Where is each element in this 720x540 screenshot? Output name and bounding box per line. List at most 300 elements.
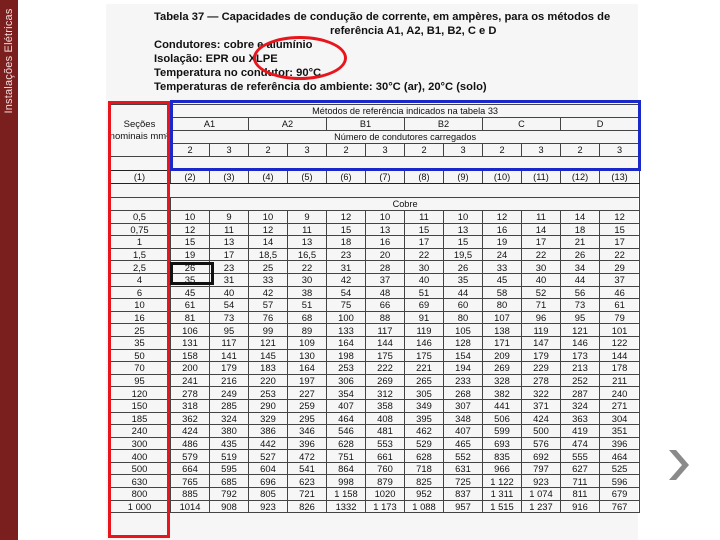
- section-size-cell: 16: [109, 311, 171, 324]
- table-title-text: — Capacidades de condução de corrente, em ampères, para os métodos de: [207, 11, 611, 23]
- capacity-cell: 692: [522, 450, 561, 463]
- capacity-cell: 627: [561, 462, 600, 475]
- table-row: [109, 462, 640, 475]
- section-size-cell: 2,5: [109, 261, 171, 274]
- header-row-conductors: [109, 144, 640, 157]
- capacity-cell: 12: [171, 223, 210, 236]
- conductors-cell: 3: [522, 144, 561, 157]
- method-b1: B1: [327, 118, 405, 131]
- capacity-cell: 18: [561, 223, 600, 236]
- conductors-line: Condutores: cobre e alumínio: [154, 39, 313, 51]
- section-size-cell: 50: [109, 349, 171, 362]
- capacity-cell: 23: [210, 261, 249, 274]
- section-size-cell: 1: [109, 236, 171, 249]
- capacity-cell: 227: [288, 387, 327, 400]
- capacity-cell: 154: [444, 349, 483, 362]
- capacity-cell: 825: [405, 475, 444, 488]
- section-blank: [109, 198, 171, 211]
- section-size-cell: 1,5: [109, 248, 171, 261]
- capacity-cell: 442: [249, 437, 288, 450]
- conductors-cell: 3: [288, 144, 327, 157]
- capacity-cell: 386: [249, 425, 288, 438]
- capacity-cell: 16,5: [288, 248, 327, 261]
- conductors-cell: 2: [405, 144, 444, 157]
- capacity-cell: 105: [444, 324, 483, 337]
- table-row: [109, 248, 640, 261]
- capacity-cell: 908: [210, 500, 249, 513]
- section-size-cell: 70: [109, 362, 171, 375]
- section-size-cell: 150: [109, 399, 171, 412]
- column-number-cell: (3): [210, 171, 249, 184]
- capacity-cell: 241: [171, 374, 210, 387]
- capacity-cell: 30: [405, 261, 444, 274]
- capacity-cell: 117: [366, 324, 405, 337]
- capacity-cell: 259: [288, 399, 327, 412]
- capacity-cell: 18,5: [249, 248, 288, 261]
- capacity-cell: 346: [288, 425, 327, 438]
- capacity-cell: 164: [327, 336, 366, 349]
- table-row: [109, 425, 640, 438]
- capacity-cell: 380: [210, 425, 249, 438]
- section-row: [109, 198, 640, 211]
- capacity-cell: 71: [522, 299, 561, 312]
- sidebar-title: Instalações Elétricas: [3, 8, 15, 114]
- capacity-cell: 685: [210, 475, 249, 488]
- capacity-cell: 23: [327, 248, 366, 261]
- capacity-table: [108, 104, 640, 513]
- column-number-cell: (4): [249, 171, 288, 184]
- capacity-cell: 555: [561, 450, 600, 463]
- capacity-cell: 767: [600, 500, 640, 513]
- capacity-cell: 1 173: [366, 500, 405, 513]
- table-row: [109, 500, 640, 513]
- capacity-cell: 233: [444, 374, 483, 387]
- capacity-cell: 80: [444, 311, 483, 324]
- capacity-cell: 75: [327, 299, 366, 312]
- spacer-row: [109, 157, 640, 171]
- capacity-cell: 1 311: [483, 488, 522, 501]
- capacity-cell: 80: [483, 299, 522, 312]
- section-size-cell: 400: [109, 450, 171, 463]
- capacity-cell: 916: [561, 500, 600, 513]
- capacity-cell: 16: [483, 223, 522, 236]
- section-size-cell: 6: [109, 286, 171, 299]
- capacity-cell: 81: [171, 311, 210, 324]
- capacity-cell: 106: [171, 324, 210, 337]
- capacity-cell: 553: [366, 437, 405, 450]
- capacity-cell: 312: [366, 387, 405, 400]
- column-number-cell: (6): [327, 171, 366, 184]
- capacity-cell: 290: [249, 399, 288, 412]
- capacity-cell: 17: [522, 236, 561, 249]
- capacity-cell: 407: [327, 399, 366, 412]
- capacity-cell: 144: [366, 336, 405, 349]
- capacity-cell: 18: [327, 236, 366, 249]
- spacer-row: [109, 184, 640, 198]
- capacity-cell: 472: [288, 450, 327, 463]
- column-number-cell: (1): [109, 171, 171, 184]
- capacity-cell: 19: [483, 236, 522, 249]
- section-size-cell: 0,75: [109, 223, 171, 236]
- capacity-cell: 146: [405, 336, 444, 349]
- capacity-cell: 147: [522, 336, 561, 349]
- capacity-cell: 213: [561, 362, 600, 375]
- capacity-cell: 696: [249, 475, 288, 488]
- capacity-cell: 923: [249, 500, 288, 513]
- capacity-cell: 229: [522, 362, 561, 375]
- capacity-cell: 198: [327, 349, 366, 362]
- capacity-cell: 35: [171, 273, 210, 286]
- column-number-cell: (13): [600, 171, 640, 184]
- capacity-cell: 95: [561, 311, 600, 324]
- capacity-cell: 306: [327, 374, 366, 387]
- capacity-cell: 28: [366, 261, 405, 274]
- capacity-cell: 363: [561, 412, 600, 425]
- capacity-cell: 179: [210, 362, 249, 375]
- capacity-cell: 26: [171, 261, 210, 274]
- capacity-cell: 25: [249, 261, 288, 274]
- method-a1: A1: [171, 118, 249, 131]
- capacity-cell: 54: [210, 299, 249, 312]
- capacity-cell: 20: [366, 248, 405, 261]
- capacity-cell: 211: [600, 374, 640, 387]
- capacity-cell: 42: [249, 286, 288, 299]
- conductors-cell: 2: [249, 144, 288, 157]
- table-row: [109, 387, 640, 400]
- capacity-cell: 15: [171, 236, 210, 249]
- capacity-cell: 15: [405, 223, 444, 236]
- section-size-cell: 1 000: [109, 500, 171, 513]
- capacity-cell: 45: [171, 286, 210, 299]
- capacity-cell: 285: [210, 399, 249, 412]
- capacity-cell: 1 237: [522, 500, 561, 513]
- spacer-cell: [109, 157, 640, 171]
- capacity-cell: 329: [249, 412, 288, 425]
- capacity-cell: 128: [444, 336, 483, 349]
- capacity-cell: 130: [288, 349, 327, 362]
- conductors-cell: 2: [483, 144, 522, 157]
- capacity-cell: 38: [288, 286, 327, 299]
- capacity-cell: 133: [327, 324, 366, 337]
- capacity-cell: 31: [210, 273, 249, 286]
- capacity-cell: 22: [288, 261, 327, 274]
- capacity-cell: 33: [483, 261, 522, 274]
- capacity-cell: 278: [171, 387, 210, 400]
- capacity-cell: 51: [405, 286, 444, 299]
- header-row-number-label: [109, 131, 640, 144]
- capacity-cell: 31: [327, 261, 366, 274]
- table-row: [109, 399, 640, 412]
- capacity-cell: 164: [288, 362, 327, 375]
- capacity-cell: 17: [600, 236, 640, 249]
- capacity-cell: 17: [405, 236, 444, 249]
- capacity-cell: 885: [171, 488, 210, 501]
- capacity-cell: 628: [327, 437, 366, 450]
- section-size-cell: 0,5: [109, 211, 171, 224]
- capacity-cell: 500: [522, 425, 561, 438]
- capacity-cell: 122: [600, 336, 640, 349]
- capacity-cell: 109: [288, 336, 327, 349]
- capacity-cell: 209: [483, 349, 522, 362]
- capacity-cell: 17: [210, 248, 249, 261]
- conductors-cell: 3: [600, 144, 640, 157]
- column-number-cell: (11): [522, 171, 561, 184]
- insulation-line: Isolação: EPR ou XLPE: [154, 53, 278, 65]
- capacity-cell: 1 122: [483, 475, 522, 488]
- capacity-cell: 278: [522, 374, 561, 387]
- capacity-cell: 13: [444, 223, 483, 236]
- capacity-cell: 61: [600, 299, 640, 312]
- capacity-cell: 51: [288, 299, 327, 312]
- capacity-cell: 40: [522, 273, 561, 286]
- capacity-cell: 171: [483, 336, 522, 349]
- capacity-cell: 179: [522, 349, 561, 362]
- conductors-cell: 2: [171, 144, 210, 157]
- capacity-cell: 269: [366, 374, 405, 387]
- capacity-cell: 138: [483, 324, 522, 337]
- section-size-cell: 185: [109, 412, 171, 425]
- method-d: D: [561, 118, 640, 131]
- capacity-cell: 88: [366, 311, 405, 324]
- capacity-cell: 711: [561, 475, 600, 488]
- capacity-cell: 923: [522, 475, 561, 488]
- capacity-cell: 252: [561, 374, 600, 387]
- table-row: [109, 324, 640, 337]
- capacity-cell: 271: [600, 399, 640, 412]
- capacity-cell: 117: [210, 336, 249, 349]
- table-row: [109, 273, 640, 286]
- capacity-cell: 34: [561, 261, 600, 274]
- section-size-cell: 800: [109, 488, 171, 501]
- capacity-cell: 679: [600, 488, 640, 501]
- capacity-cell: 396: [288, 437, 327, 450]
- capacity-cell: 348: [444, 412, 483, 425]
- capacity-cell: 623: [288, 475, 327, 488]
- capacity-cell: 287: [561, 387, 600, 400]
- capacity-cell: 76: [249, 311, 288, 324]
- header-row-method-names: [109, 118, 640, 131]
- capacity-cell: 200: [171, 362, 210, 375]
- capacity-cell: 464: [327, 412, 366, 425]
- capacity-cell: 631: [444, 462, 483, 475]
- capacity-cell: 371: [522, 399, 561, 412]
- next-arrow-icon[interactable]: [666, 448, 692, 482]
- table-row: [109, 211, 640, 224]
- capacity-cell: 1332: [327, 500, 366, 513]
- capacity-cell: 56: [561, 286, 600, 299]
- capacity-cell: 197: [288, 374, 327, 387]
- capacity-cell: 95: [210, 324, 249, 337]
- capacity-cell: 222: [366, 362, 405, 375]
- capacity-cell: 349: [405, 399, 444, 412]
- table-row: [109, 437, 640, 450]
- capacity-cell: 998: [327, 475, 366, 488]
- capacity-cell: 26: [561, 248, 600, 261]
- column-number-cell: (9): [444, 171, 483, 184]
- capacity-cell: 441: [483, 399, 522, 412]
- capacity-cell: 527: [249, 450, 288, 463]
- capacity-cell: 178: [600, 362, 640, 375]
- capacity-cell: 419: [561, 425, 600, 438]
- capacity-cell: 73: [210, 311, 249, 324]
- capacity-cell: 69: [405, 299, 444, 312]
- table-row: [109, 223, 640, 236]
- capacity-cell: 26: [444, 261, 483, 274]
- capacity-cell: 322: [522, 387, 561, 400]
- table-title-line2: referência A1, A2, B1, B2, C e D: [330, 25, 497, 37]
- capacity-cell: 465: [444, 437, 483, 450]
- capacity-cell: 40: [210, 286, 249, 299]
- capacity-cell: 146: [561, 336, 600, 349]
- capacity-cell: 57: [249, 299, 288, 312]
- capacity-cell: 408: [366, 412, 405, 425]
- table-row: [109, 374, 640, 387]
- capacity-cell: 119: [405, 324, 444, 337]
- capacity-cell: 486: [171, 437, 210, 450]
- section-size-cell: 25: [109, 324, 171, 337]
- capacity-cell: 96: [522, 311, 561, 324]
- capacity-cell: 52: [522, 286, 561, 299]
- capacity-cell: 194: [444, 362, 483, 375]
- capacity-cell: 121: [249, 336, 288, 349]
- capacity-cell: 99: [249, 324, 288, 337]
- capacity-cell: 15: [600, 223, 640, 236]
- capacity-cell: 721: [288, 488, 327, 501]
- capacity-cell: 253: [327, 362, 366, 375]
- capacity-cell: 519: [210, 450, 249, 463]
- capacity-cell: 966: [483, 462, 522, 475]
- column-number-row: [109, 171, 640, 184]
- column-number-cell: (7): [366, 171, 405, 184]
- capacity-cell: 1 074: [522, 488, 561, 501]
- column-number-cell: (10): [483, 171, 522, 184]
- capacity-cell: 30: [522, 261, 561, 274]
- capacity-cell: 44: [561, 273, 600, 286]
- table-row: [109, 299, 640, 312]
- capacity-cell: 100: [327, 311, 366, 324]
- capacity-cell: 546: [327, 425, 366, 438]
- column-number-cell: (8): [405, 171, 444, 184]
- capacity-cell: 1020: [366, 488, 405, 501]
- capacity-cell: 42: [327, 273, 366, 286]
- capacity-cell: 158: [171, 349, 210, 362]
- capacity-cell: 66: [366, 299, 405, 312]
- section-size-cell: 4: [109, 273, 171, 286]
- capacity-cell: 10: [444, 211, 483, 224]
- ambient-temperature-line: Temperaturas de referência do ambiente: 30°C (ar), 20°C (solo): [154, 81, 487, 93]
- capacity-cell: 362: [171, 412, 210, 425]
- capacity-cell: 305: [405, 387, 444, 400]
- capacity-cell: 73: [561, 299, 600, 312]
- table-body: [109, 105, 640, 513]
- capacity-cell: 11: [210, 223, 249, 236]
- capacity-cell: 29: [600, 261, 640, 274]
- capacity-cell: 797: [522, 462, 561, 475]
- capacity-cell: 11: [288, 223, 327, 236]
- capacity-cell: 328: [483, 374, 522, 387]
- conductors-cell: 2: [327, 144, 366, 157]
- capacity-cell: 48: [366, 286, 405, 299]
- capacity-cell: 54: [327, 286, 366, 299]
- capacity-cell: 253: [249, 387, 288, 400]
- capacity-cell: 22: [405, 248, 444, 261]
- capacity-cell: 141: [210, 349, 249, 362]
- capacity-cell: 354: [327, 387, 366, 400]
- capacity-cell: 175: [405, 349, 444, 362]
- capacity-cell: 13: [288, 236, 327, 249]
- capacity-cell: 68: [288, 311, 327, 324]
- capacity-cell: 318: [171, 399, 210, 412]
- capacity-cell: 10: [171, 211, 210, 224]
- header-row-methods: [109, 105, 640, 118]
- capacity-cell: 16: [366, 236, 405, 249]
- capacity-cell: 826: [288, 500, 327, 513]
- capacity-cell: 792: [210, 488, 249, 501]
- capacity-cell: 506: [483, 412, 522, 425]
- secoes-header: Seções nominais mm²: [109, 105, 171, 157]
- capacity-cell: 324: [210, 412, 249, 425]
- capacity-cell: 58: [483, 286, 522, 299]
- table-title-line1: [154, 11, 610, 23]
- capacity-cell: 33: [249, 273, 288, 286]
- capacity-cell: 596: [600, 475, 640, 488]
- capacity-cell: 12: [483, 211, 522, 224]
- table-row: [109, 336, 640, 349]
- capacity-cell: 295: [288, 412, 327, 425]
- capacity-cell: 12: [327, 211, 366, 224]
- table-number: Tabela 37: [154, 11, 205, 23]
- capacity-cell: 474: [561, 437, 600, 450]
- capacity-cell: 10: [366, 211, 405, 224]
- capacity-cell: 9: [210, 211, 249, 224]
- capacity-cell: 805: [249, 488, 288, 501]
- column-number-cell: (12): [561, 171, 600, 184]
- capacity-cell: 220: [249, 374, 288, 387]
- section-size-cell: 500: [109, 462, 171, 475]
- capacity-cell: 11: [522, 211, 561, 224]
- capacity-cell: 725: [444, 475, 483, 488]
- capacity-cell: 324: [561, 399, 600, 412]
- capacity-cell: 11: [405, 211, 444, 224]
- capacity-cell: 13: [366, 223, 405, 236]
- conductors-cell: 3: [444, 144, 483, 157]
- capacity-cell: 15: [327, 223, 366, 236]
- sidebar: [0, 0, 18, 540]
- capacity-cell: 60: [444, 299, 483, 312]
- methods-header: Métodos de referência indicados na tabela 33: [171, 105, 640, 118]
- capacity-cell: 811: [561, 488, 600, 501]
- table-row: [109, 475, 640, 488]
- table-row: [109, 349, 640, 362]
- capacity-cell: 37: [600, 273, 640, 286]
- capacity-cell: 269: [483, 362, 522, 375]
- capacity-cell: 15: [444, 236, 483, 249]
- capacity-cell: 304: [600, 412, 640, 425]
- capacity-cell: 10: [249, 211, 288, 224]
- capacity-cell: 13: [210, 236, 249, 249]
- capacity-cell: 145: [249, 349, 288, 362]
- capacity-cell: 183: [249, 362, 288, 375]
- method-a2: A2: [249, 118, 327, 131]
- capacity-cell: 424: [522, 412, 561, 425]
- capacity-cell: 265: [405, 374, 444, 387]
- section-size-cell: 240: [109, 425, 171, 438]
- capacity-cell: 351: [600, 425, 640, 438]
- section-label: Cobre: [171, 198, 640, 211]
- capacity-cell: 837: [444, 488, 483, 501]
- capacity-cell: 407: [444, 425, 483, 438]
- capacity-cell: 14: [522, 223, 561, 236]
